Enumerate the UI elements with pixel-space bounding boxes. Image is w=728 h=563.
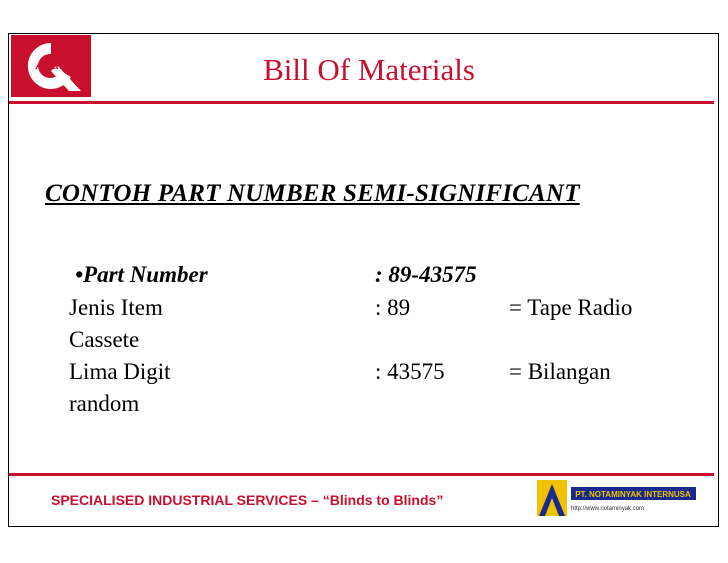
brand-name: PT. NOTAMINYAK INTERNUSA: [575, 490, 691, 499]
slide-title: Bill Of Materials: [263, 52, 475, 87]
jenis-item-meaning: = Tape Radio: [509, 295, 633, 320]
logo-text: Asia: [35, 60, 59, 72]
jenis-item-continuation: Cassete: [69, 327, 140, 352]
slide: [8, 33, 719, 527]
part-number-value: : 89-43575: [375, 262, 477, 287]
lima-digit-value: : 43575: [375, 359, 445, 384]
footer-rule: [9, 473, 714, 476]
footer-tagline: SPECIALISED INDUSTRIAL SERVICES – “Blinds to Blinds”: [51, 492, 444, 508]
lima-digit-continuation: random: [69, 391, 140, 416]
section-heading: CONTOH PART NUMBER SEMI-SIGNIFICANT: [45, 180, 580, 207]
asia-logo: [11, 35, 91, 97]
part-number-label: •Part Number: [75, 262, 208, 287]
brand-url: http://www.notaminyak.com: [571, 506, 645, 512]
notaminyak-logo: [517, 480, 697, 520]
header-rule: [9, 101, 714, 104]
jenis-item-label: Jenis Item: [69, 295, 163, 320]
lima-digit-meaning: = Bilangan: [509, 359, 611, 384]
jenis-item-value: : 89: [375, 295, 411, 320]
lima-digit-label: Lima Digit: [69, 359, 171, 384]
